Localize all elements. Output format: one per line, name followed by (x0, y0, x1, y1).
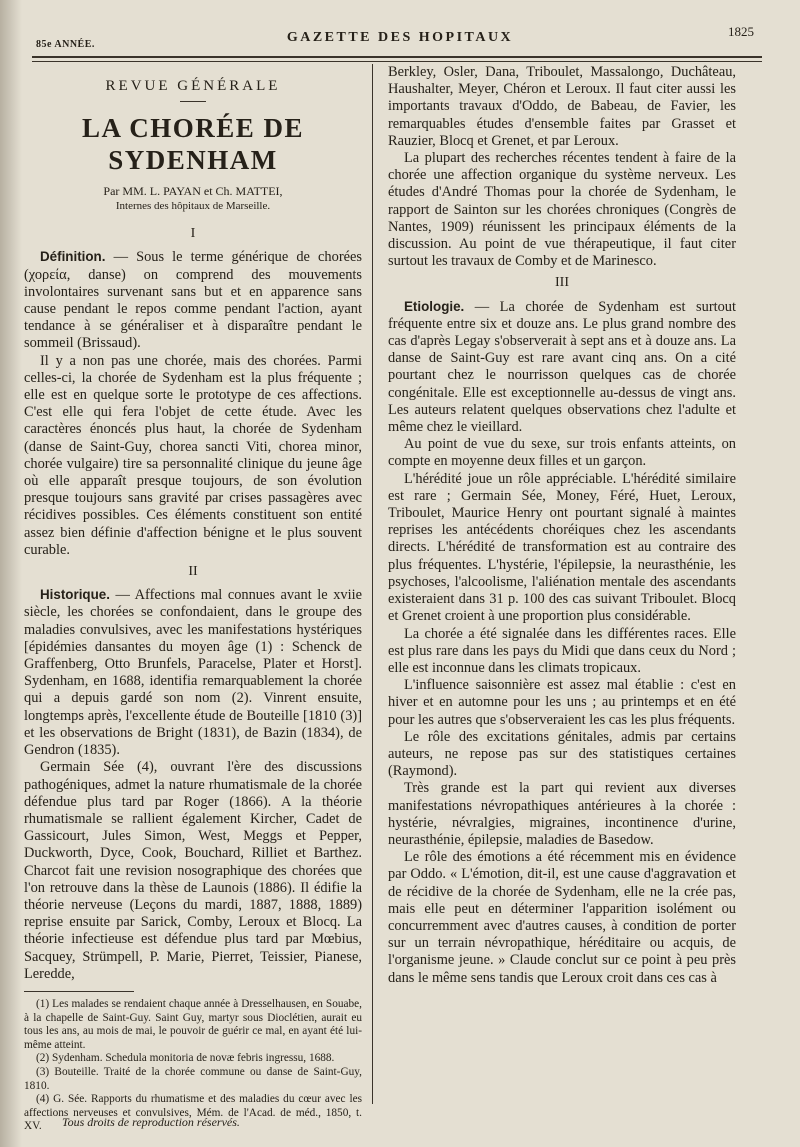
footnotes (24, 998, 362, 1134)
part-number-3: III (555, 275, 569, 291)
paragraph-etiologie-3: L'hérédité joue un rôle appréciable. L'hérédité similaire est rare ; Germain Sée, Money, Féré, Huet, Leroux, Triboulet, Maurice Henry ont pourtant signalé à maintes reprises les antécédents choréiques chez les ascendants directs. L'hérédité de transformation est au contraire des plus fréquentes. L'hystérie, l'épilepsie, la neurasthénie, les psychoses, l'alcoolisme, l'aliénation mentale des ascendants existeraient dans 31 p. 100 des cas suivant Triboulet. Blocq et Grenet croient à une proportion plus considérable. (388, 470, 736, 625)
paragraph-etiologie-5: L'influence saisonnière est assez mal établie : c'est en hiver et en automne pour les uns ; au printemps et en été pour les autres que s'observeraient les cas les plus fréquents. (388, 677, 736, 728)
paragraph-etiologie-4: La chorée a été signalée dans les différentes races. Elle est plus rare dans les pays du Midi que dans ceux du Nord ; elle est inconnue dans les climats tropicaux. (388, 625, 736, 676)
paragraph-etiologie-6: Le rôle des excitations génitales, admis par certains auteurs, ne repose pas sur des statistiques certaines (Raymond). (388, 728, 736, 780)
part-number-1: I (190, 226, 196, 242)
paragraph-definition-2: Il y a non pas une chorée, mais des chorées. Parmi celles-ci, la chorée de Sydenham est la plus fréquente ; elle est en quelque sorte le prototype de ces affections. C'est elle qui fera l'objet de cette étude. Avec les caractères énoncés plus haut, la chorée de Sydenham (danse de Saint-Guy, chorea sancti Viti, chorea minor, chorée vulgaire) tire sa personnalité clinique du jeune âge où elle apparaît presque toujours, de son évolution presque toujours sans gravité par crises passagères avec récidives possibles. Ces éléments constituent son entité assez bien définie d'affection bénigne et le plus souvent curable. (24, 352, 362, 558)
column-divider (372, 64, 373, 1104)
paragraph-etiologie-7: Très grande est la part qui revient aux diverses manifestations névropathiques antérieures à la chorée : hystérie, névralgies, migraines, incontinence d'urine, neurasthénie, épilepsie, maladies de Basedow. (388, 780, 736, 848)
section-label: REVUE GÉNÉRALE (105, 78, 281, 94)
section-rule (180, 101, 206, 102)
right-column (388, 64, 736, 987)
footnote-rule (24, 991, 134, 992)
paragraph-historique-2: Germain Sée (4), ouvrant l'ère des discussions pathogéniques, admet la nature rhumatismale de la chorée défendue plus tard par Roger (1866). A la théorie rhumatismale se rallient également Kircher, Cadet de Gassicourt, Jules Simon, West, Meggs et Pepper, Duckworth, Dyce, Cook, Bouchard, Rilliet et Barthez. Charcot fait une revision nosographique des chorées que l'on retrouve dans la thèse de Launois (1886). Il édifie la théorie nerveuse (Leçons du mardi, 1887, 1888, 1889) reprise ensuite par Sarick, Comby, Leroux et Blocq. La théorie infectieuse est défendue plus tard par Mœbius, Sacquey, Strümpell, P. Marie, Pierret, Teissier, Pianese, Leredde, (24, 759, 362, 982)
article-title: LA CHORÉE DE SYDENHAM (81, 113, 305, 176)
paragraph-definition-1 (24, 248, 362, 352)
footnote-2: (2) Sydenham. Schedula monitoria de novæ febris ingressu, 1688. (36, 1052, 335, 1065)
header-rule-thick (32, 56, 762, 58)
footnote-3: (3) Bouteille. Traité de la chorée commune ou danse de Saint-Guy, 1810. (24, 1065, 362, 1092)
article-affiliation: Internes des hôpitaux de Marseille. (115, 200, 271, 213)
article-authors: Par MM. L. PAYAN et Ch. MATTEI, (103, 184, 283, 199)
footnote-4: (4) G. Sée. Rapports du rhumatisme et des maladies du cœur avec les affections nerveuses et convulsives, Mém. de l'Acad. de méd., 1850, t. XV. (24, 1093, 362, 1133)
heading-historique: Historique. (40, 587, 110, 603)
paragraph-text: — La chorée de Sydenham est surtout fréquente entre six et douze ans. Le plus grand nombre des cas d'après Legay s'observerait à sept ans et à douze ans. La danse de Saint-Guy est rare avant cinq ans. On a cité pourtant chez le nourrisson quelques cas de chorée congénitale. Elle est exceptionnelle au-dessus de vingt ans. Les auteurs relatent quelques observations chez l'adulte et même chez le vieillard. (388, 298, 736, 436)
header-page-number: 1825 (728, 24, 754, 39)
paragraph-historique-3: La plupart des recherches récentes tendent à faire de la chorée une affection organique du système nerveux. Les études d'André Thomas pour la chorée de Sydenham, le rapport de Sainton sur les chorées chroniques (Congrès de Nantes, 1909) réunissent les principaux éléments de la discussion. Au point de vue thérapeutique, il faut citer surtout les travaux de Comby et de Marinesco. (388, 150, 736, 270)
left-column (24, 74, 362, 1134)
paragraph-etiologie-1 (388, 298, 736, 437)
paragraph-text: — Sous le terme générique de chorées (χορεία, danse) on comprend des mouvements involontaires survenant sans but et en apparence sans cause pendant le repos comme pendant l'action, ayant tendance à se généraliser et à disparaître pendant le sommeil (Brissaud). (24, 249, 362, 352)
heading-definition: Définition. (40, 249, 106, 265)
paragraph-etiologie-2: Au point de vue du sexe, sur trois enfants atteints, on compte en moyenne deux filles et un garçon. (388, 436, 736, 470)
paragraph-etiologie-8: Le rôle des émotions a été récemment mis en évidence par Oddo. « L'émotion, dit-il, est une cause d'aggravation et de récidive de la chorée de Sydenham, elle ne la crée pas, mais elle peut en déterminer l'apparition isolément ou concurremment avec d'autres causes, à condition de porter sur un terrain névropathique, héréditaire ou acquis, de l'organisme jeune. » Claude conclut sur ce point à peu près dans le même sens tandis que Leroux croit dans ces cas à (388, 849, 736, 986)
paragraph-historique-1 (24, 586, 362, 759)
paragraph-historique-continued: Berkley, Osler, Dana, Triboulet, Massalongo, Duchâteau, Haushalter, Meyer, Chéron et Leroux. Il faut citer aussi les importants travaux d'Oddo, de Babeau, de Favier, les remarquables études d'ensemble faites par Grasset et Rauzier, Blocq et Grenet, et par Leroux. (388, 64, 736, 149)
paragraph-text: — Affections mal connues avant le xviie siècle, les chorées se confondaient, dans le groupe des maladies convulsives, avec les manifestations hystériques [épidémies dansantes du moyen âge (1) : Schenck de Graffenberg, Otto Brunfels, Paracelse, Plater et Horst]. Sydenham, en 1688, identifia remarquablement la chorée qui a depuis gardé son nom (2). Vinrent ensuite, longtemps après, l'excellente étude de Bouteille [1810 (3)] et les observations de Bright (1831), de Bazin (1834), de Gendron (1835). (24, 587, 362, 759)
part-number-2: II (188, 564, 198, 580)
scan-gutter-shadow (0, 0, 22, 1147)
footer-rights: Tous droits de reproduction réservés. (62, 1115, 240, 1129)
header-year: 85e ANNÉE. (36, 39, 95, 50)
footnote-1: (1) Les malades se rendaient chaque année à Dresselhausen, en Souabe, à la chapelle de Saint-Guy. Saint Guy, martyr sous Dioclétien, aurait eu tous les ans, au mois de mai, le pouvoir de guérir ce mal, en ayant été lui-même atteint. (24, 997, 362, 1051)
header-journal-title: GAZETTE DES HOPITAUX (286, 30, 514, 45)
header-rule-thin (32, 61, 762, 62)
heading-etiologie: Etiologie. (404, 298, 465, 314)
